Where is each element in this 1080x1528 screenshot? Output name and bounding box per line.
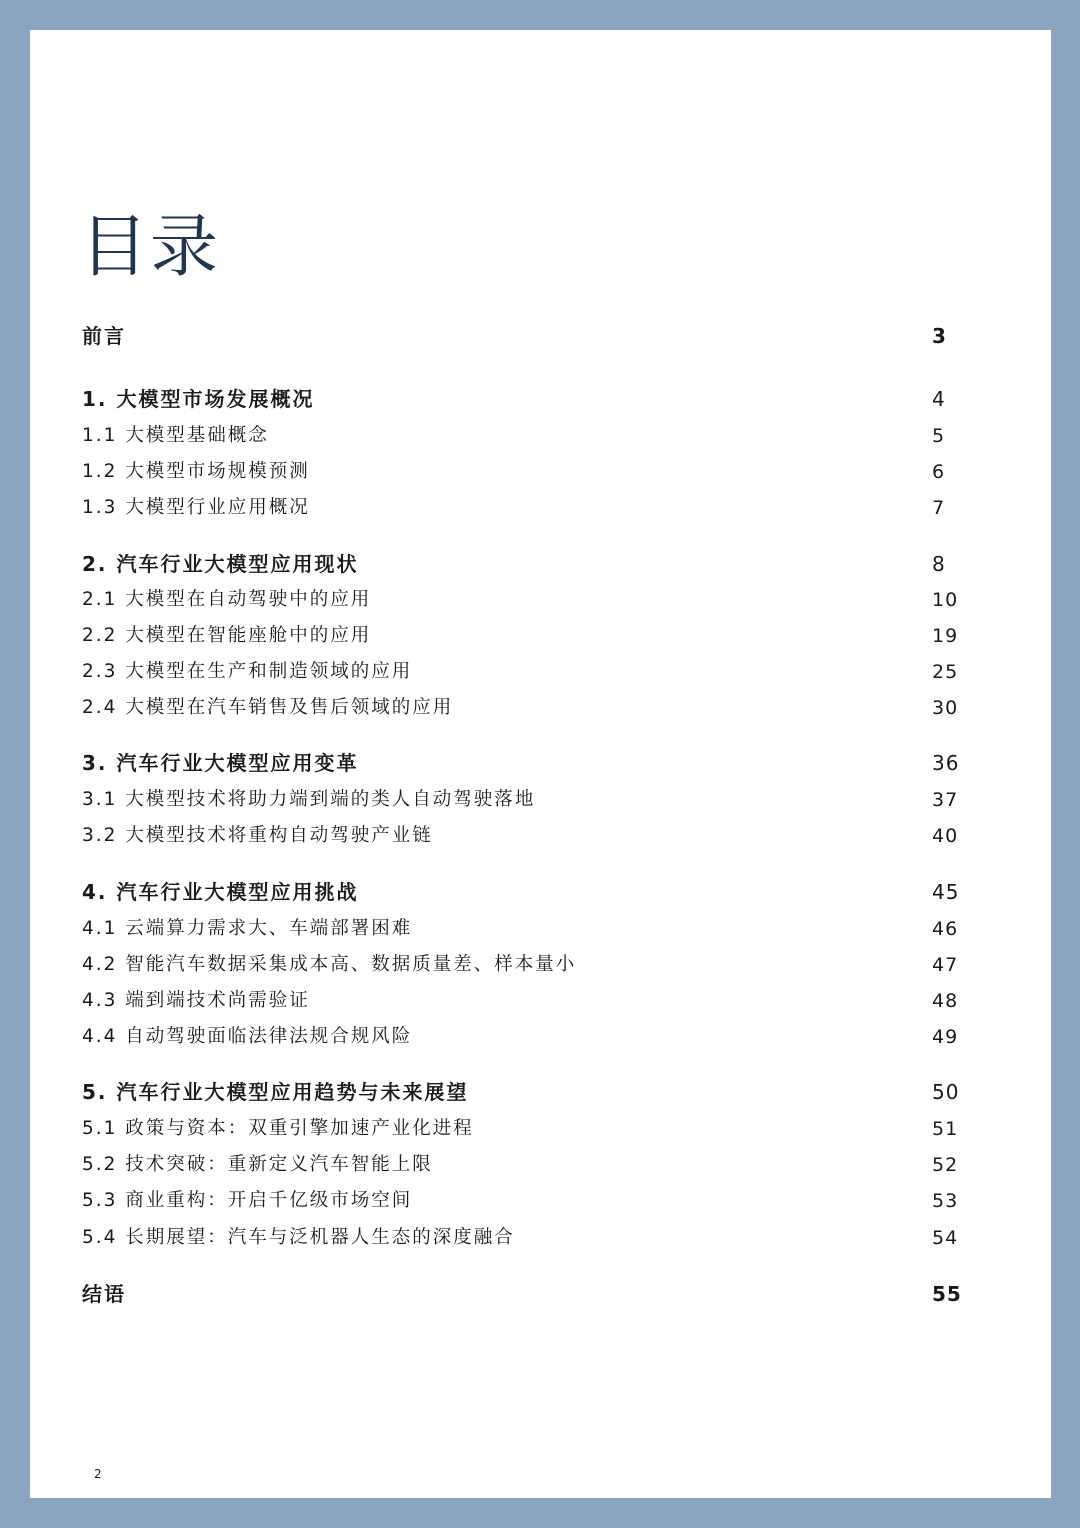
toc-entry-label: 4.2 智能汽车数据采集成本高、数据质量差、样本量小 [82,954,577,975]
toc-entry-label: 1.3 大模型行业应用概况 [82,497,310,518]
toc-entry-label: 3.1 大模型技术将助力端到端的类人自动驾驶落地 [82,789,536,810]
toc-entry-section[interactable] [82,1021,972,1053]
toc-entry-label: 前言 [82,324,126,348]
toc-entry-page: 3 [932,324,947,348]
toc-entry-label: 5.2 技术突破：重新定义汽车智能上限 [82,1154,433,1175]
toc-entry-label: 5.3 商业重构：开启千亿级市场空间 [82,1190,413,1211]
toc-entry-label: 4.1 云端算力需求大、车端部署困难 [82,918,413,939]
toc-entry-chapter-3[interactable] [82,747,972,779]
toc-entry-chapter-2[interactable] [82,548,972,580]
toc-entry-page: 37 [932,789,959,811]
toc-entry-page: 10 [932,589,959,611]
toc-entry-page: 49 [932,1026,959,1048]
toc-entry-page: 8 [932,552,946,576]
page-number: 2 [94,1467,102,1481]
toc-entry-page: 5 [932,425,946,447]
toc-entry-page: 40 [932,825,959,847]
toc-entry-label: 1.1 大模型基础概念 [82,425,269,446]
toc-entry-chapter-5[interactable] [82,1076,972,1108]
toc-entry-label: 2.1 大模型在自动驾驶中的应用 [82,589,372,610]
toc-entry-page: 36 [932,751,960,775]
toc-entry-page: 47 [932,954,959,976]
toc-entry-page: 50 [932,1080,960,1104]
toc-entry-page: 48 [932,990,959,1012]
toc-entry-label: 3. 汽车行业大模型应用变革 [82,751,359,775]
table-of-contents [82,30,972,1498]
page-title: 目录 [80,207,221,287]
toc-entry-label: 2.4 大模型在汽车销售及售后领域的应用 [82,697,454,718]
toc-entry-page: 7 [932,497,946,519]
toc-entry-page: 53 [932,1190,959,1212]
toc-entry-page: 55 [932,1282,962,1306]
toc-entry-section[interactable] [82,949,972,981]
toc-entry-page: 51 [932,1118,959,1140]
toc-entry-label: 1. 大模型市场发展概况 [82,387,315,411]
toc-entry-section[interactable] [82,1185,972,1217]
toc-entry-conclusion[interactable] [82,1278,972,1310]
toc-entry-section[interactable] [82,985,972,1017]
toc-entry-section[interactable] [82,1113,972,1145]
toc-entry-page: 25 [932,661,959,683]
toc-entry-label: 5.1 政策与资本：双重引擎加速产业化进程 [82,1118,474,1139]
toc-entry-label: 4.4 自动驾驶面临法律法规合规风险 [82,1026,413,1047]
toc-entry-section[interactable] [82,1222,972,1254]
toc-entry-label: 5.4 长期展望：汽车与泛机器人生态的深度融合 [82,1227,515,1248]
toc-entry-label: 3.2 大模型技术将重构自动驾驶产业链 [82,825,433,846]
toc-entry-page: 6 [932,461,946,483]
toc-entry-section[interactable] [82,656,972,688]
toc-entry-page: 4 [932,387,946,411]
toc-entry-section[interactable] [82,1149,972,1181]
toc-entry-page: 52 [932,1154,959,1176]
toc-entry-section[interactable] [82,420,972,452]
toc-entry-chapter-1[interactable] [82,383,972,415]
toc-entry-page: 45 [932,880,960,904]
toc-entry-section[interactable] [82,492,972,524]
toc-entry-label: 1.2 大模型市场规模预测 [82,461,310,482]
toc-entry-label: 5. 汽车行业大模型应用趋势与未来展望 [82,1080,469,1104]
toc-entry-section[interactable] [82,692,972,724]
toc-entry-section[interactable] [82,820,972,852]
toc-entry-label: 4. 汽车行业大模型应用挑战 [82,880,359,904]
toc-entry-section[interactable] [82,456,972,488]
toc-entry-section[interactable] [82,913,972,945]
toc-entry-page: 54 [932,1227,959,1249]
toc-entry-label: 结语 [82,1282,126,1306]
toc-entry-section[interactable] [82,584,972,616]
document-page [30,30,1051,1498]
toc-entry-preface[interactable] [82,320,972,352]
toc-entry-label: 2.2 大模型在智能座舱中的应用 [82,625,372,646]
toc-entry-label: 4.3 端到端技术尚需验证 [82,990,310,1011]
toc-entry-section[interactable] [82,784,972,816]
toc-entry-label: 2. 汽车行业大模型应用现状 [82,552,359,576]
toc-entry-label: 2.3 大模型在生产和制造领域的应用 [82,661,413,682]
toc-entry-chapter-4[interactable] [82,876,972,908]
toc-entry-page: 30 [932,697,959,719]
toc-entry-section[interactable] [82,620,972,652]
toc-entry-page: 46 [932,918,959,940]
toc-entry-page: 19 [932,625,959,647]
